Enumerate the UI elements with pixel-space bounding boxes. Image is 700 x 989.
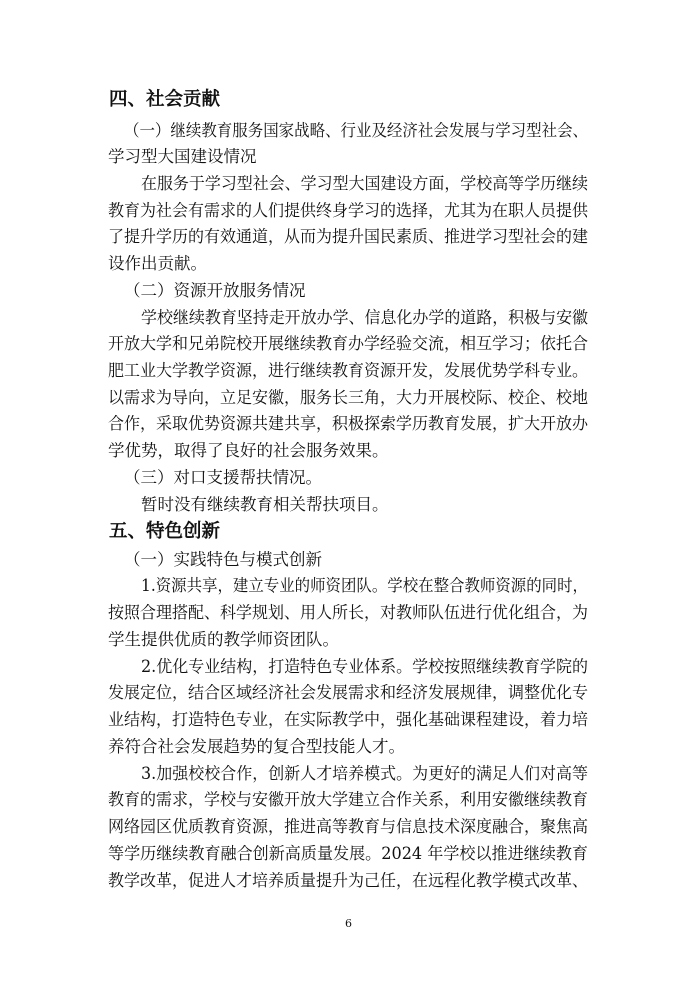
paragraph-line: 网络园区优质教育资源，推进高等教育与信息技术深度融合，聚焦高 [108,817,588,836]
paragraph-line: 业结构，打造特色专业，在实际教学中，强化基础课程建设，着力培 [108,710,588,729]
section-4-heading: 四、社会贡献 [109,89,221,110]
paragraph-line: 学校继续教育坚持走开放办学、信息化办学的道路，积极与安徽 [141,308,588,327]
paragraph-line: 教育的需求，学校与安徽开放大学建立合作关系，利用安徽继续教育 [108,790,588,809]
paragraph-line: 1.资源共享，建立专业的师资团队。学校在整合教师资源的同时， [141,576,588,595]
section-4-sub2-title: （二）资源开放服务情况 [124,281,306,300]
paragraph-line: 学优势，取得了良好的社会服务效果。 [108,441,389,460]
section-4-sub3-title: （三）对口支援帮扶情况。 [124,468,322,487]
paragraph-line: 肥工业大学教学资源，进行继续教育资源开发，发展优势学科专业。 [108,361,588,380]
paragraph-line: 学生提供优质的教学师资团队。 [108,630,339,649]
paragraph-line: 开放大学和兄弟院校开展继续教育办学经验交流，相互学习；依托合 [108,334,588,353]
section-5-sub1-title: （一）实践特色与模式创新 [124,550,322,569]
paragraph-line: 教学改革，促进人才培养质量提升为己任，在远程化教学模式改革、 [108,871,588,890]
paragraph-line: 合作，采取优势资源共建共享，积极探索学历教育发展，扩大开放办 [108,414,588,433]
paragraph-line: 2.优化专业结构，打造特色专业体系。学校按照继续教育学院的 [141,657,588,676]
paragraph-line: 以需求为导向，立足安徽，服务长三角，大力开展校际、校企、校地 [108,388,588,407]
section-4-sub1-title-line-1: （一）继续教育服务国家战略、行业及经济社会发展与学习型社会、 [124,121,588,140]
paragraph-line: 发展定位，结合区域经济社会发展需求和经济发展规律，调整优化专 [108,683,588,702]
paragraph-line: 教育为社会有需求的人们提供终身学习的选择，尤其为在职人员提供 [108,201,588,220]
paragraph-line: 等学历继续教育融合创新高质量发展。2024 年学校以推进继续教育 [108,844,588,863]
section-4-sub1-title-line-2: 学习型大国建设情况 [108,147,257,166]
paragraph-line: 在服务于学习型社会、学习型大国建设方面，学校高等学历继续 [141,174,588,193]
paragraph-line: 了提升学历的有效通道，从而为提升国民素质、推进学习型社会的建 [108,227,588,246]
paragraph-line: 3.加强校校合作，创新人才培养模式。为更好的满足人们对高等 [141,764,588,783]
page-number: 6 [345,917,352,930]
paragraph-line: 按照合理搭配、科学规划、用人所长，对教师队伍进行优化组合，为 [108,603,588,622]
paragraph-line: 养符合社会发展趋势的复合型技能人才。 [108,737,405,756]
paragraph-line: 设作出贡献。 [108,254,207,273]
paragraph-line: 暂时没有继续教育相关帮扶项目。 [141,495,389,514]
section-5-heading: 五、特色创新 [109,521,221,542]
